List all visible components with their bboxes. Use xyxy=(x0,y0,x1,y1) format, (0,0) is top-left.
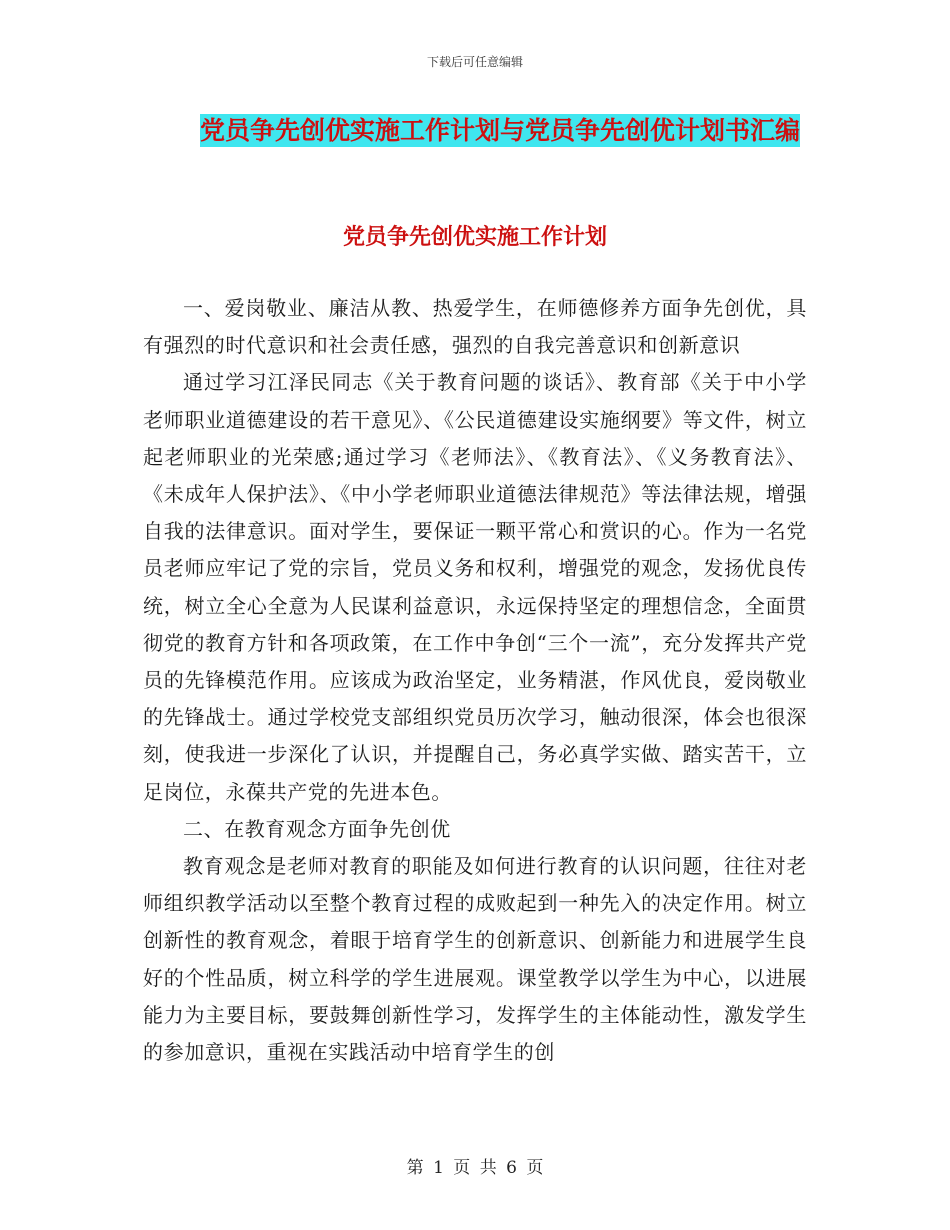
document-body xyxy=(143,290,807,1071)
page-number: 第 1 页 共 6 页 xyxy=(406,1158,544,1178)
section-title: 党员争先创优实施工作计划 xyxy=(342,225,607,250)
page-header-note: 下载后可任意编辑 xyxy=(426,55,523,69)
document-title xyxy=(190,108,810,154)
paragraph: 二、在教育观念方面争先创优 xyxy=(183,816,451,841)
paragraph: 一、爱岗敬业、廉洁从教、热爱学生，在师德修养方面争先创优，具有强烈的时代意识和社会责任感，强烈的自我完善意识和创新意识 xyxy=(143,296,807,358)
document-title-text: 党员争先创优实施工作计划与党员争先创优计划书汇编 xyxy=(199,116,800,145)
paragraph: 教育观念是老师对教育的职能及如何进行教育的认识问题，往往对老师组织教学活动以至整个教育过程的成败起到一种先入的决定作用。树立创新性的教育观念，着眼于培育学生的创新意识、创新能力和进展学生良好的个性品质，树立科学的学生进展观。课堂教学以学生为中心，以进展能力为主要目标，要鼓舞创新性学习，发挥学生的主体能动性，激发学生的参加意识，重视在实践活动中培育学生的创 xyxy=(143,854,807,1065)
paragraph: 通过学习江泽民同志《关于教育问题的谈话》、教育部《关于中小学老师职业道德建设的若干意见》、《公民道德建设实施纲要》等文件，树立起老师职业的光荣感;通过学习《老师法》、《教育法》、《义务教育法》、《未成年人保护法》、《中小学老师职业道德法律规范》等法律法规，增强自我的法律意识。面对学生，要保证一颗平常心和赏识的心。作为一名党员老师应牢记了党的宗旨，党员义务和权利，增强党的观念，发扬优良传统，树立全心全意为人民谋利益意识，永远保持坚定的理想信念，全面贯彻党的教育方针和各项政策，在工作中争创“三个一流”，充分发挥共产党员的先锋模范作用。应该成为政治坚定，业务精湛，作风优良，爱岗敬业的先锋战士。通过学校党支部组织党员历次学习，触动很深，体会也很深刻，使我进一步深化了认识，并提醒自己，务必真学实做、踏实苦干，立足岗位，永葆共产党的先进本色。 xyxy=(143,370,807,804)
